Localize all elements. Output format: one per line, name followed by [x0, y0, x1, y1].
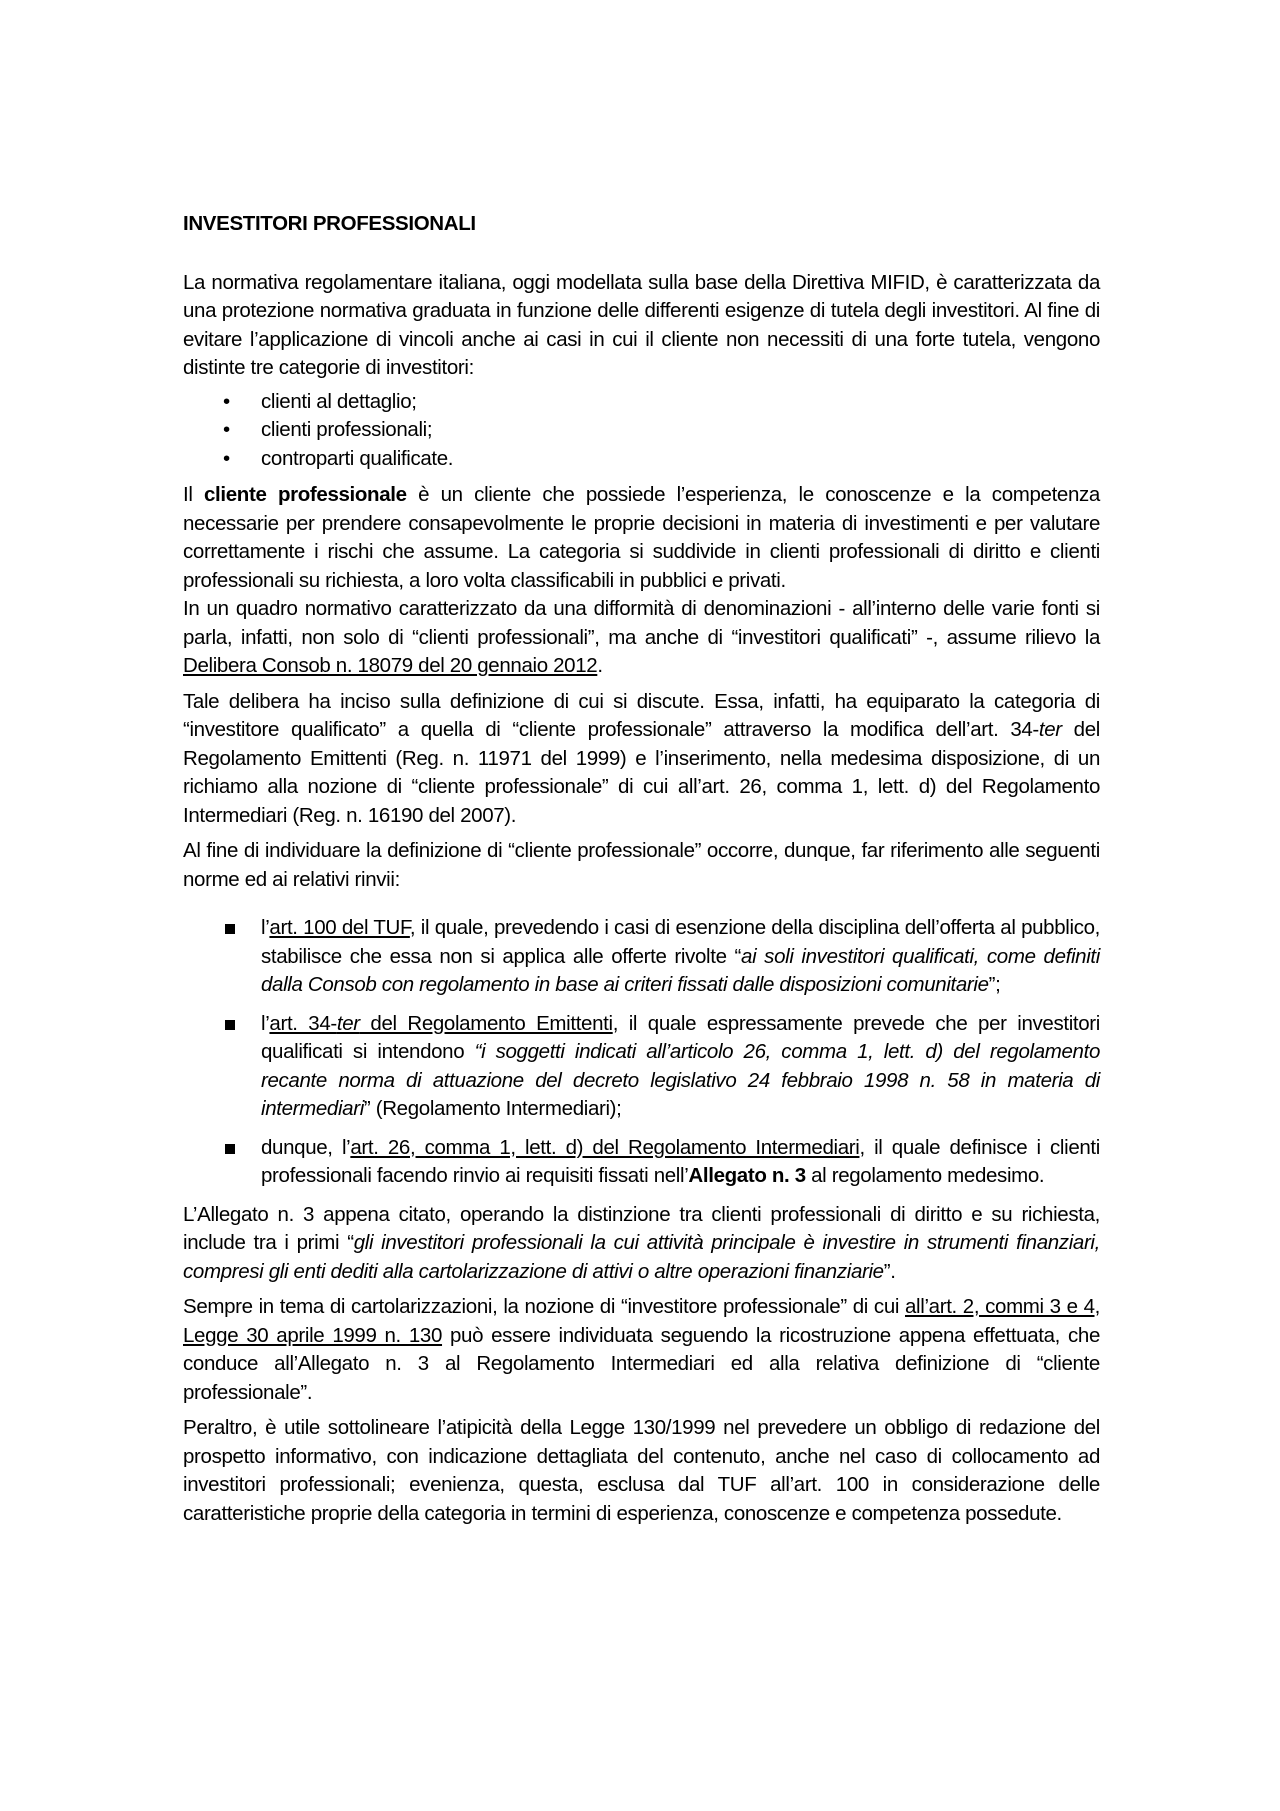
intro-paragraph: La normativa regolamentare italiana, oggi modellata sulla base della Direttiva MIFID, è caratterizzata da una protezione normativa graduata in funzione delle differenti esigenze di tutela degli investitori. Al fine di evitare l’applicazione di vincoli anche ai casi in cui il cliente non necessiti di una forte tutela, vengono distinte tre categorie di investitori: [183, 270, 1100, 379]
list-item-art-34-ter: l’art. 34-ter del Regolamento Emittenti, il quale espressamente prevede che per investitori qualificati si intendono “i soggetti indicati all’articolo 26, comma 1, lett. d) del regolamento recante norma di attuazione del decreto legislativo 24 febbraio 1998 n. 58 in materia di intermediari” (Regolamento Intermediari); [183, 1010, 1100, 1124]
art-26-regolamento-link[interactable]: art. 26, comma 1, lett. d) del Regolamento Intermediari [350, 1135, 860, 1159]
definizione-paragraph: Al fine di individuare la definizione di “cliente professionale” occorre, dunque, far riferimento alle seguenti norme ed ai relativi rinvii: [183, 839, 1100, 891]
peraltro-paragraph: Peraltro, è utile sottolineare l’atipicità della Legge 130/1999 nel prevedere un obbligo di redazione del prospetto informativo, con indicazione dettagliata del contenuto, anche nel caso di collocamento ad investitori professionali; evenienza, questa, esclusa dal TUF all’art. 100 in considerazione delle caratteristiche proprie della categoria in termini di esperienza, conoscenze e competenza possedute. [183, 1416, 1100, 1525]
delibera-consob-link[interactable]: Delibera Consob n. 18079 del 20 gennaio 2012 [183, 654, 598, 677]
cartolarizzazioni-paragraph: Sempre in tema di cartolarizzazioni, la nozione di “investitore professionale” di cui all’art. 2, commi 3 e 4, Legge 30 aprile 1999 n. 130 può essere individuata seguendo la ricostruzione appena effettuata, che conduce all’Allegato n. 3 al Regolamento Intermediari ed alla relativa definizione di “cliente professionale”. [183, 1295, 1100, 1404]
list-item-art-26: dunque, l’art. 26, comma 1, lett. d) del Regolamento Intermediari, il quale definisce i clienti professionali facendo rinvio ai requisiti fissati nell’Allegato n. 3 al regolamento medesimo. [183, 1134, 1100, 1191]
art-34-ter-link[interactable]: art. 34-ter del Regolamento Emittenti [269, 1011, 613, 1035]
list-item: • controparti qualificate. [183, 445, 1100, 474]
square-bullet-icon [225, 924, 235, 934]
bullet-icon: • [223, 446, 230, 470]
cliente-professionale-paragraph: Il cliente professionale è un cliente che possiede l’esperienza, le conoscenze e la competenza necessarie per prendere consapevolmente le proprie decisioni in materia di investimenti e per valutare correttamente i rischi che assume. La categoria si suddivide in clienti professionali di diritto e clienti professionali su richiesta, a loro volta classificabili in pubblici e privati. [183, 483, 1100, 592]
investor-categories-list [183, 388, 1100, 474]
square-bullet-icon [225, 1144, 235, 1154]
bullet-icon: • [223, 418, 230, 441]
list-item: • clienti al dettaglio; [183, 388, 1100, 417]
delibera-paragraph: Tale delibera ha inciso sulla definizione di cui si discute. Essa, infatti, ha equiparato la categoria di “investitore qualificato” a quella di “cliente professionale” attraverso la modifica dell’art. 34-ter del Regolamento Emittenti (Reg. n. 11971 del 1999) e l’inserimento, nella medesima disposizione, di un richiamo alla nozione di “cliente professionale” di cui all’art. 26, comma 1, lett. d) del Regolamento Intermediari (Reg. n. 16190 del 2007). [183, 689, 1100, 827]
list-item-art-100-tuf: l’art. 100 del TUF, il quale, prevedendo i casi di esenzione della disciplina dell’offerta al pubblico, stabilisce che essa non si applica alle offerte rivolte “ai soli investitori qualificati, come definiti dalla Consob con regolamento in base ai criteri fissati dalle disposizioni comunitarie”; [183, 914, 1100, 1000]
bold-term: cliente professionale [204, 483, 407, 506]
list-item: • clienti professionali; [183, 416, 1100, 445]
allegato-paragraph: L’Allegato n. 3 appena citato, operando la distinzione tra clienti professionali di diritto e su richiesta, include tra i primi “gli investitori professionali la cui attività principale è investire in strumenti finanziari, compresi gli enti dediti alla cartolarizzazione di attivi o altre operazioni finanziarie”. [183, 1202, 1100, 1283]
quadro-normativo-paragraph: In un quadro normativo caratterizzato da una difformità di denominazioni - all’interno delle varie fonti si parla, infatti, non solo di “clienti professionali”, ma anche di “investitori qualificati” -, assume rilievo la Delibera Consob n. 18079 del 20 gennaio 2012. [183, 597, 1100, 677]
document-title: INVESTITORI PROFESSIONALI [183, 212, 476, 235]
norme-list [183, 914, 1100, 1191]
bullet-icon: • [223, 389, 230, 413]
document-page [183, 210, 1100, 1535]
legge-130-1999-link[interactable]: all’art. 2, commi 3 e 4, Legge 30 aprile 1999 n. 130 [183, 1295, 1100, 1347]
art-100-tuf-link[interactable]: art. 100 del TUF [269, 916, 410, 939]
square-bullet-icon [225, 1020, 235, 1030]
